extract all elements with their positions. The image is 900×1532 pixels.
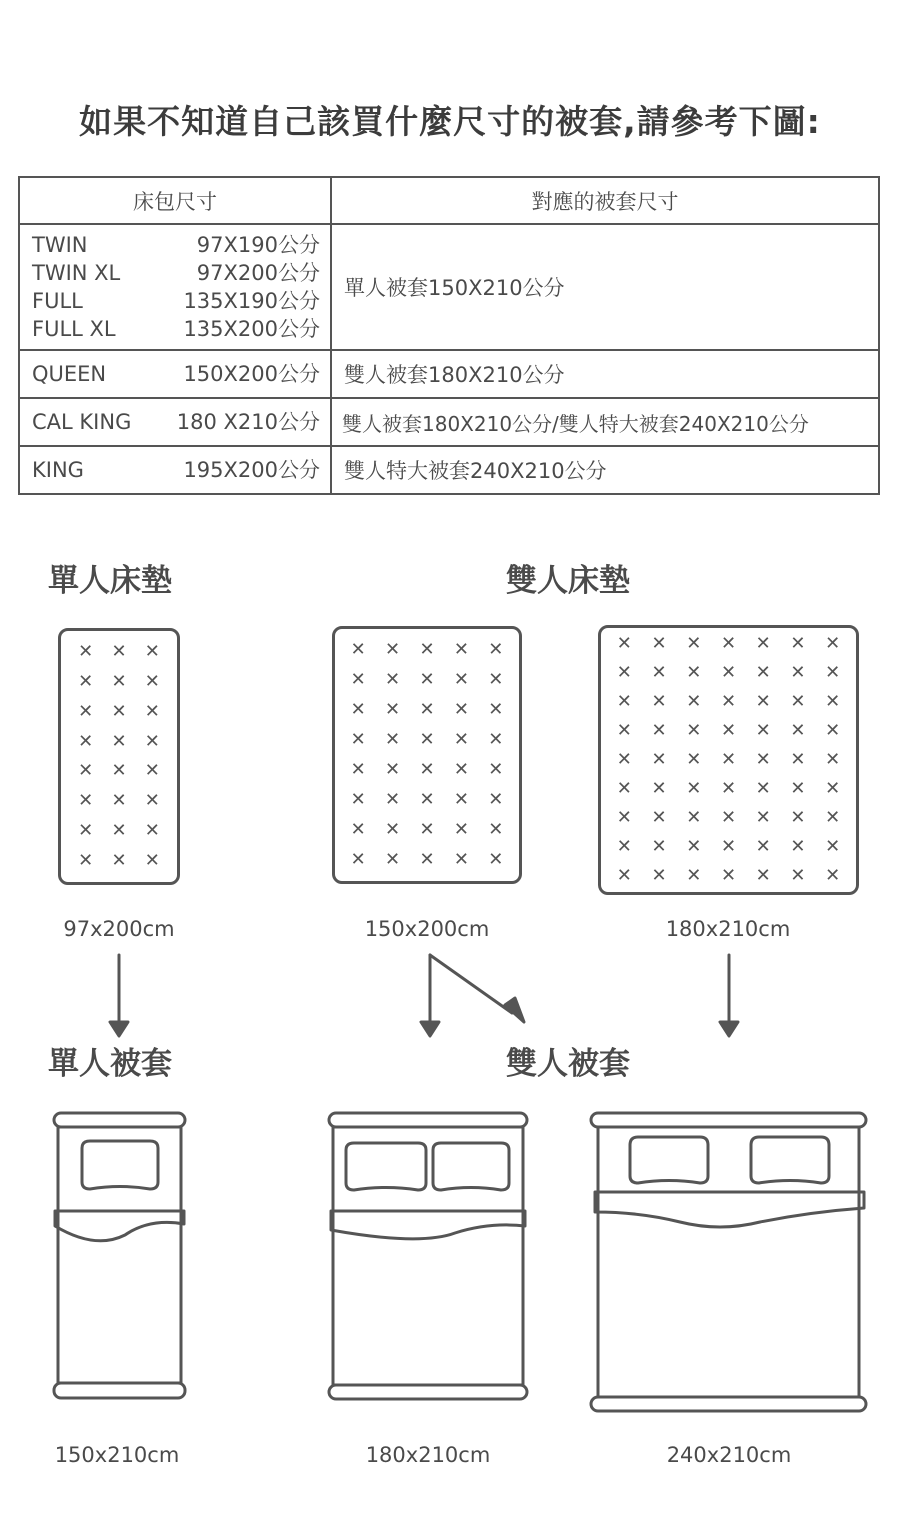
quilt-stitch-icon: ✕: [419, 639, 435, 660]
quilt-stitch-icon: ✕: [686, 777, 702, 799]
quilt-stitch-icon: ✕: [686, 806, 702, 828]
quilt-stitch-icon: ✕: [825, 806, 841, 828]
quilt-stitch-icon: ✕: [686, 835, 702, 857]
quilt-stitch-icon: ✕: [720, 777, 737, 799]
quilt-stitch-icon: ✕: [453, 699, 469, 720]
section-single-mattress: 單人床墊: [48, 563, 172, 599]
quilt-stitch-icon: ✕: [350, 669, 366, 690]
quilt-stitch-icon: ✕: [488, 639, 504, 660]
quilt-stitch-icon: ✕: [78, 640, 94, 662]
quilt-stitch-icon: ✕: [453, 849, 469, 870]
arrow-down-icon: [421, 955, 439, 1036]
quilt-stitch-icon: ✕: [651, 662, 667, 684]
quilt-stitch-icon: ✕: [350, 849, 366, 870]
arrow-diagonal-icon: [430, 955, 524, 1022]
quilt-stitch-icon: ✕: [453, 729, 469, 750]
quilt-stitch-icon: ✕: [350, 639, 366, 660]
header-cover-size: 對應的被套尺寸: [331, 177, 879, 224]
quilt-stitch-icon: ✕: [720, 691, 737, 713]
quilt-stitch-icon: ✕: [488, 789, 504, 810]
quilt-stitch-icon: ✕: [616, 748, 632, 770]
quilt-stitch-icon: ✕: [453, 639, 469, 660]
quilt-stitch-icon: ✕: [651, 835, 667, 857]
quilt-stitch-icon: ✕: [488, 819, 504, 840]
quilt-stitch-icon: ✕: [111, 730, 127, 752]
quilt-stitch-icon: ✕: [78, 790, 94, 812]
bed-icon: [54, 1113, 185, 1398]
quilt-stitch-icon: ✕: [111, 790, 127, 812]
quilt-stitch-icon: ✕: [350, 729, 366, 750]
quilt-stitch-icon: ✕: [755, 777, 771, 799]
quilt-stitch-icon: ✕: [616, 720, 632, 742]
quilt-stitch-icon: ✕: [720, 720, 737, 742]
quilt-stitch-icon: ✕: [385, 639, 401, 660]
size-pair: TWIN XL 97X200公分: [32, 261, 320, 285]
quilt-stitch-icon: ✕: [419, 729, 435, 750]
quilt-stitch-icon: ✕: [78, 730, 94, 752]
size-pair: FULL 135X190公分: [32, 289, 320, 313]
quilt-stitch-icon: ✕: [78, 820, 94, 842]
size-pair: TWIN 97X190公分: [32, 233, 320, 257]
quilt-stitch-icon: ✕: [419, 759, 435, 780]
quilt-stitch-icon: ✕: [755, 633, 771, 655]
quilt-stitch-icon: ✕: [755, 864, 771, 886]
mattress-size-label: 150x200cm: [364, 917, 490, 941]
quilt-stitch-icon: ✕: [651, 777, 667, 799]
quilt-stitch-icon: ✕: [720, 748, 737, 770]
quilt-stitch-icon: ✕: [720, 835, 737, 857]
quilt-stitch-icon: ✕: [616, 691, 632, 713]
quilt-stitch-icon: ✕: [488, 669, 504, 690]
quilt-stitch-icon: ✕: [755, 748, 771, 770]
quilt-stitch-icon: ✕: [790, 662, 806, 684]
quilt-stitch-icon: ✕: [825, 633, 841, 655]
quilt-stitch-icon: ✕: [616, 777, 632, 799]
quilt-stitch-icon: ✕: [686, 748, 702, 770]
quilt-stitch-icon: ✕: [350, 819, 366, 840]
quilt-stitch-icon: ✕: [755, 691, 771, 713]
quilt-stitch-icon: ✕: [350, 759, 366, 780]
quilt-stitch-icon: ✕: [825, 662, 841, 684]
arrow-down-icon: [110, 955, 128, 1036]
quilt-stitch-icon: ✕: [790, 748, 806, 770]
quilt-stitch-icon: ✕: [825, 748, 841, 770]
quilt-stitch-icon: ✕: [419, 669, 435, 690]
quilt-stitch-icon: ✕: [111, 700, 127, 722]
quilt-stitch-icon: ✕: [790, 864, 806, 886]
quilt-stitch-icon: ✕: [790, 691, 806, 713]
quilt-stitch-icon: ✕: [111, 760, 127, 782]
quilt-stitch-icon: ✕: [144, 820, 160, 842]
quilt-stitch-icon: ✕: [825, 777, 841, 799]
quilt-stitch-icon: ✕: [651, 691, 667, 713]
quilt-stitch-icon: ✕: [385, 819, 401, 840]
quilt-stitch-icon: ✕: [453, 759, 469, 780]
quilt-stitch-icon: ✕: [686, 720, 702, 742]
quilt-stitch-icon: ✕: [488, 849, 504, 870]
cover-size-label: 150x210cm: [54, 1443, 180, 1467]
section-double-mattress: 雙人床墊: [506, 563, 630, 599]
quilt-stitch-icon: ✕: [686, 633, 702, 655]
quilt-stitch-icon: ✕: [790, 777, 806, 799]
quilt-stitch-icon: ✕: [385, 699, 401, 720]
quilt-stitch-icon: ✕: [616, 662, 632, 684]
quilt-stitch-icon: ✕: [350, 789, 366, 810]
quilt-stitch-icon: ✕: [111, 670, 127, 692]
page-title: 如果不知道自己該買什麼尺寸的被套,請參考下圖:: [79, 102, 821, 141]
quilt-stitch-icon: ✕: [78, 760, 94, 782]
quilt-stitch-icon: ✕: [790, 720, 806, 742]
quilt-stitch-icon: ✕: [144, 700, 160, 722]
quilt-stitch-icon: ✕: [488, 759, 504, 780]
quilt-stitch-icon: ✕: [144, 730, 160, 752]
bed-icon: [591, 1113, 866, 1411]
quilt-stitch-icon: ✕: [825, 835, 841, 857]
bed-icon: [329, 1113, 527, 1399]
size-pair: FULL XL 135X200公分: [32, 317, 320, 341]
quilt-stitch-icon: ✕: [144, 850, 160, 872]
quilt-stitch-icon: ✕: [720, 662, 737, 684]
quilt-stitch-icon: ✕: [111, 640, 127, 662]
quilt-stitch-icon: ✕: [616, 633, 632, 655]
quilt-stitch-icon: ✕: [144, 640, 160, 662]
quilt-stitch-icon: ✕: [111, 820, 127, 842]
quilt-stitch-icon: ✕: [686, 662, 702, 684]
quilt-stitch-icon: ✕: [651, 864, 667, 886]
quilt-stitch-icon: ✕: [825, 720, 841, 742]
section-double-cover: 雙人被套: [506, 1046, 630, 1082]
quilt-stitch-icon: ✕: [651, 720, 667, 742]
quilt-stitch-icon: ✕: [453, 669, 469, 690]
table-row: CAL KING 180 X210公分 雙人被套180X210公分/雙人特大被套240X210公分: [19, 398, 879, 446]
quilt-stitch-icon: ✕: [825, 864, 841, 886]
quilt-stitch-icon: ✕: [686, 691, 702, 713]
quilt-stitch-icon: ✕: [385, 759, 401, 780]
quilt-stitch-icon: ✕: [453, 789, 469, 810]
cover-size-label: 180x210cm: [365, 1443, 491, 1467]
quilt-stitch-icon: ✕: [419, 819, 435, 840]
quilt-stitch-icon: ✕: [755, 835, 771, 857]
quilt-stitch-icon: ✕: [825, 691, 841, 713]
quilt-stitch-icon: ✕: [144, 790, 160, 812]
quilt-stitch-icon: ✕: [111, 850, 127, 872]
quilt-stitch-icon: ✕: [720, 806, 737, 828]
cover-cell: 雙人特大被套240X210公分: [331, 446, 879, 494]
table-row: QUEEN 150X200公分 雙人被套180X210公分: [19, 350, 879, 398]
quilt-stitch-icon: ✕: [453, 819, 469, 840]
mattress-size-label: 97x200cm: [63, 917, 175, 941]
cover-cell: 雙人被套180X210公分/雙人特大被套240X210公分: [331, 398, 879, 446]
quilt-stitch-icon: ✕: [144, 760, 160, 782]
quilt-stitch-icon: ✕: [385, 669, 401, 690]
quilt-stitch-icon: ✕: [651, 748, 667, 770]
quilt-stitch-icon: ✕: [144, 670, 160, 692]
quilt-stitch-icon: ✕: [790, 835, 806, 857]
quilt-stitch-icon: ✕: [419, 849, 435, 870]
quilt-stitch-icon: ✕: [755, 720, 771, 742]
quilt-stitch-icon: ✕: [419, 789, 435, 810]
quilt-stitch-icon: ✕: [790, 633, 806, 655]
quilt-stitch-icon: ✕: [720, 864, 737, 886]
quilt-stitch-icon: ✕: [651, 633, 667, 655]
quilt-stitch-icon: ✕: [350, 699, 366, 720]
quilt-stitch-icon: ✕: [385, 849, 401, 870]
quilt-stitch-icon: ✕: [419, 699, 435, 720]
quilt-stitch-icon: ✕: [790, 806, 806, 828]
quilt-stitch-icon: ✕: [755, 806, 771, 828]
quilt-stitch-icon: ✕: [78, 670, 94, 692]
quilt-stitch-icon: ✕: [686, 864, 702, 886]
quilt-stitch-icon: ✕: [720, 633, 737, 655]
quilt-stitch-icon: ✕: [616, 835, 632, 857]
cover-cell: 雙人被套180X210公分: [331, 350, 879, 398]
table-row: KING 195X200公分 雙人特大被套240X210公分: [19, 446, 879, 494]
quilt-stitch-icon: ✕: [385, 789, 401, 810]
mattress-size-label: 180x210cm: [665, 917, 791, 941]
quilt-stitch-icon: ✕: [385, 729, 401, 750]
cover-cell: 單人被套150X210公分: [331, 224, 879, 350]
quilt-stitch-icon: ✕: [78, 700, 94, 722]
arrow-down-icon: [720, 955, 738, 1036]
quilt-stitch-icon: ✕: [651, 806, 667, 828]
cover-size-label: 240x210cm: [666, 1443, 792, 1467]
quilt-stitch-icon: ✕: [616, 806, 632, 828]
header-mattress-size: 床包尺寸: [19, 177, 331, 224]
quilt-stitch-icon: ✕: [755, 662, 771, 684]
section-single-cover: 單人被套: [48, 1046, 172, 1082]
quilt-stitch-icon: ✕: [616, 864, 632, 886]
quilt-stitch-icon: ✕: [78, 850, 94, 872]
quilt-stitch-icon: ✕: [488, 729, 504, 750]
quilt-stitch-icon: ✕: [488, 699, 504, 720]
